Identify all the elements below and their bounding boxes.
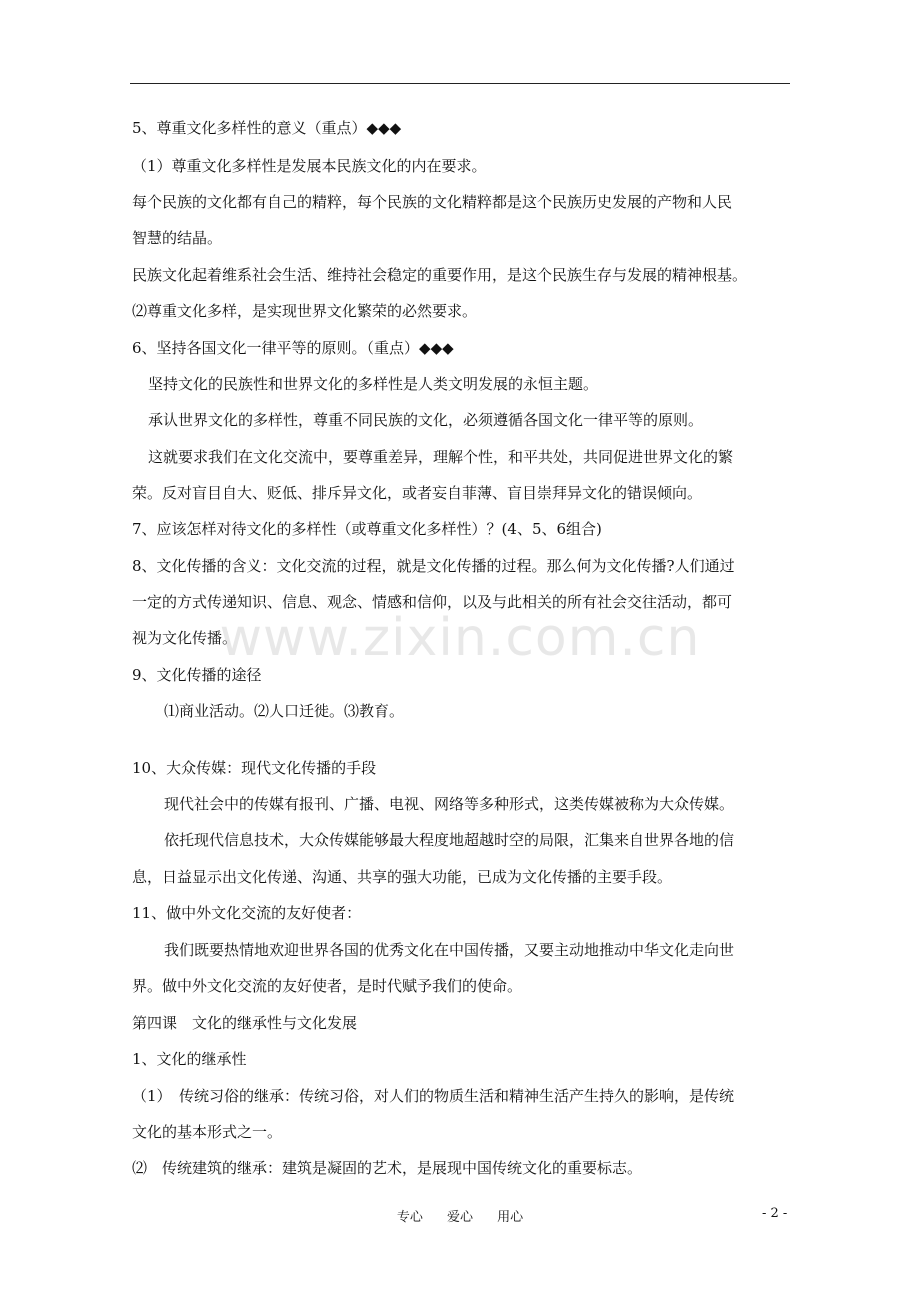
text-line: 界。做中外文化交流的友好使者，是时代赋予我们的使命。	[132, 977, 523, 995]
text-line: 现代社会中的传媒有报刊、广播、电视、网络等多种形式，这类传媒被称为大众传媒。	[164, 795, 735, 813]
heading-11: 11、做中外文化交流的友好使者：	[132, 904, 362, 922]
text-line: 荣。反对盲目自大、贬低、排斥异文化，或者妄自菲薄、盲目崇拜异文化的错误倾向。	[132, 484, 703, 502]
text-line: 承认世界文化的多样性，尊重不同民族的文化，必须遵循各国文化一律平等的原则。	[148, 411, 704, 429]
text-line: 这就要求我们在文化交流中，要尊重差异，理解个性，和平共处，共同促进世界文化的繁	[148, 448, 734, 466]
heading-8: 8、文化传播的含义：文化交流的过程，就是文化传播的过程。那么何为文化传播?人们通过	[132, 557, 735, 575]
heading-7: 7、应该怎样对待文化的多样性（或尊重文化多样性）？(4、5、6组合)	[132, 520, 602, 538]
text-line: 文化的基本形式之一。	[132, 1123, 283, 1141]
header-rule	[130, 83, 790, 84]
heading-6: 6、坚持各国文化一律平等的原则。（重点）◆◆◆	[132, 339, 454, 357]
text-line: ⑵ 传统建筑的继承：建筑是凝固的艺术，是展现中国传统文化的重要标志。	[132, 1159, 643, 1177]
text-line: 依托现代信息技术，大众传媒能够最大程度地超越时空的局限，汇集来自世界各地的信	[164, 831, 735, 849]
text-line: 息，日益显示出文化传递、沟通、共享的强大功能，已成为文化传播的主要手段。	[132, 868, 673, 886]
lesson-title: 第四课 文化的继承性与文化发展	[132, 1014, 358, 1032]
text-line: ⑴商业活动。⑵人口迁徙。⑶教育。	[164, 702, 405, 720]
heading-10: 10、大众传媒：现代文化传播的手段	[132, 759, 377, 777]
text-line: 我们既要热情地欢迎世界各国的优秀文化在中国传播，又要主动地推动中华文化走向世	[164, 941, 735, 959]
text-line: 一定的方式传递知识、信息、观念、情感和信仰，以及与此相关的所有社会交往活动，都可	[132, 593, 733, 611]
text-line: 民族文化起着维系社会生活、维持社会稳定的重要作用，是这个民族生存与发展的精神根基。	[132, 266, 748, 284]
footer-word: 爱心	[446, 1210, 473, 1225]
heading-1: 1、文化的继承性	[132, 1050, 247, 1068]
text-line: ⑵尊重文化多样，是实现世界文化繁荣的必然要求。	[132, 302, 478, 320]
footer-word: 用心	[497, 1210, 524, 1225]
footer-word: 专心	[396, 1210, 423, 1225]
heading-9: 9、文化传播的途径	[132, 666, 262, 684]
watermark-text: www.zixin.com.cn	[219, 608, 701, 668]
text-line: （1）尊重文化多样性是发展本民族文化的内在要求。	[132, 157, 487, 175]
page-number: - 2 -	[762, 1206, 788, 1221]
text-line: 视为文化传播。	[132, 629, 238, 647]
text-line: 坚持文化的民族性和世界文化的多样性是人类文明发展的永恒主题。	[148, 375, 599, 393]
text-line: 每个民族的文化都有自己的精粹，每个民族的文化精粹都是这个民族历史发展的产物和人民	[132, 193, 733, 211]
text-line: （1） 传统习俗的继承：传统习俗，对人们的物质生活和精神生活产生持久的影响，是传统	[132, 1087, 735, 1105]
text-line: 智慧的结晶。	[132, 229, 223, 247]
heading-5: 5、尊重文化多样性的意义（重点）◆◆◆	[132, 119, 402, 137]
